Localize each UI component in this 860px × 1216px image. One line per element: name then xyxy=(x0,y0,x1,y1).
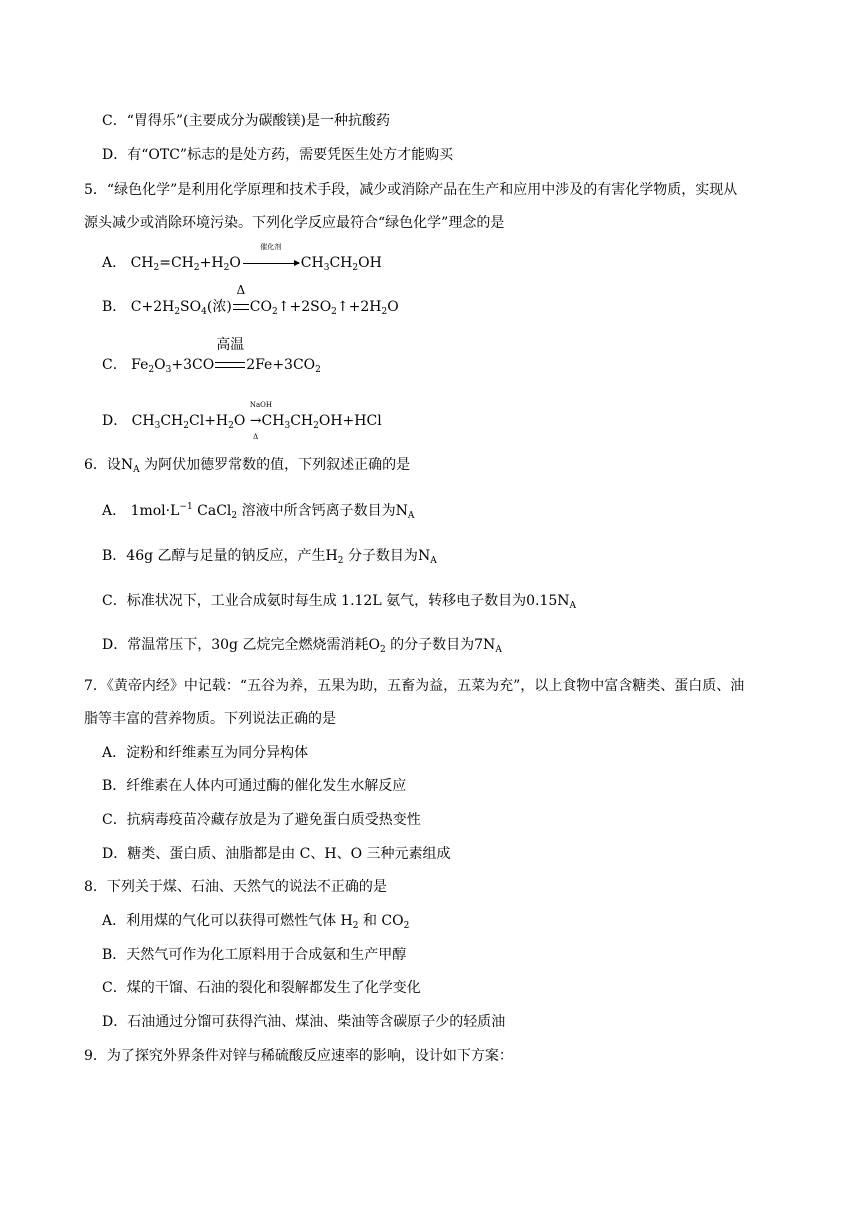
q8-option-b: B．天然气可作为化工原料用于合成氨和生产甲醇 xyxy=(102,947,407,963)
reaction-arrow: NaOH → Δ xyxy=(249,401,272,441)
q5-option-a: A． $CH_2=CH_2+H_2O$ 催化剂 $CH_3CH_2OH$ xyxy=(102,243,382,273)
option-label: B． xyxy=(102,299,127,315)
q9-stem: 9．为了探究外界条件对锌与稀硫酸反应速率的影响，设计如下方案： xyxy=(84,1048,513,1064)
option-label: A． xyxy=(102,255,127,271)
q7-stem-line2: 脂等丰富的营养物质。下列说法正确的是 xyxy=(84,711,336,727)
q5-option-c: C． $Fe_2O_3+3CO$ 高温 $2Fe+3CO_2$ xyxy=(102,337,321,375)
q6-option-b: B．46g 乙醇与足量的钠反应，产生$H_2$ 分子数目为$N_A$ xyxy=(102,548,437,566)
q8-option-d: D．石油通过分馏可获得汽油、煤油、柴油等含碳原子少的轻质油 xyxy=(102,1014,506,1030)
q8-option-a: A．利用煤的气化可以获得可燃性气体 $H_2$ 和 $CO_2$ xyxy=(102,913,410,931)
q4-option-c: C．“胃得乐”(主要成分为碳酸镁)是一种抗酸药 xyxy=(102,113,390,129)
reaction-condition: 催化剂 xyxy=(260,243,282,251)
reaction-equals xyxy=(214,337,246,375)
q7-option-b: B．纤维素在人体内可通过酶的催化发生水解反应 xyxy=(102,778,407,794)
option-label: C． xyxy=(102,357,127,373)
q6-stem: 6．设$N_A$ 为阿伏加德罗常数的值，下列叙述正确的是 xyxy=(84,457,411,475)
q6-option-a: A． $1mol\cdot L^{-1}$ CaCl$_2$ 溶液中所含钙离子数目为$N_A$ xyxy=(102,502,415,521)
q7-stem-line1: 7．《黄帝内经》中记载：“五谷为养，五果为助，五畜为益，五菜为充”，以上食物中富含糖类、蛋白质、油 xyxy=(84,678,745,694)
q7-option-d: D．糖类、蛋白质、油脂都是由 C、H、O 三种元素组成 xyxy=(102,846,451,862)
reaction-condition: Δ xyxy=(236,283,246,297)
q8-option-c: C．煤的干馏、石油的裂化和裂解都发生了化学变化 xyxy=(102,980,421,996)
option-label: D． xyxy=(102,637,128,653)
reaction-condition-bottom: Δ xyxy=(253,433,259,441)
q5-stem-line1: 5．“绿色化学”是利用化学原理和技术手段，减少或消除产品在生产和应用中涉及的有害化学物质，实现从 xyxy=(84,182,738,198)
q5-stem-line2: 源头减少或消除环境污染。下列化学反应最符合“绿色化学”理念的是 xyxy=(84,215,505,231)
option-label: A． xyxy=(102,503,127,519)
q7-option-a: A．淀粉和纤维素互为同分异构体 xyxy=(102,745,309,761)
q6-option-c: C．标准状况下，工业合成氨时每生成 1.12L 氨气，转移电子数目为$0.15N_A$ xyxy=(102,593,577,611)
q5-option-b: B． $C+2H_2SO_4$(浓) Δ $CO_2↑+2SO_2↑+2H_2O$ xyxy=(102,283,399,317)
reaction-condition: 高温 xyxy=(216,337,245,353)
option-label: D． xyxy=(102,413,128,429)
q8-stem: 8．下列关于煤、石油、天然气的说法不正确的是 xyxy=(84,879,387,895)
reaction-arrow xyxy=(241,243,301,273)
q6-option-d: D．常温常压下，30g 乙烷完全燃烧需消耗$O_2$ 的分子数目为$7N_A$ xyxy=(102,637,502,655)
reaction-equals xyxy=(232,283,250,317)
q7-option-c: C．抗病毒疫苗冷藏存放是为了避免蛋白质受热变性 xyxy=(102,812,421,828)
q4-option-d: D．有“OTC”标志的是处方药，需要凭医生处方才能购买 xyxy=(102,147,454,163)
q5-option-d: D． $CH_3CH_2Cl+H_2O$ NaOH → Δ $CH_3CH_2OH+HCl$ xyxy=(102,401,382,441)
option-label: B． xyxy=(102,548,127,564)
reaction-condition-top: NaOH xyxy=(249,401,272,409)
option-label: C． xyxy=(102,593,127,609)
